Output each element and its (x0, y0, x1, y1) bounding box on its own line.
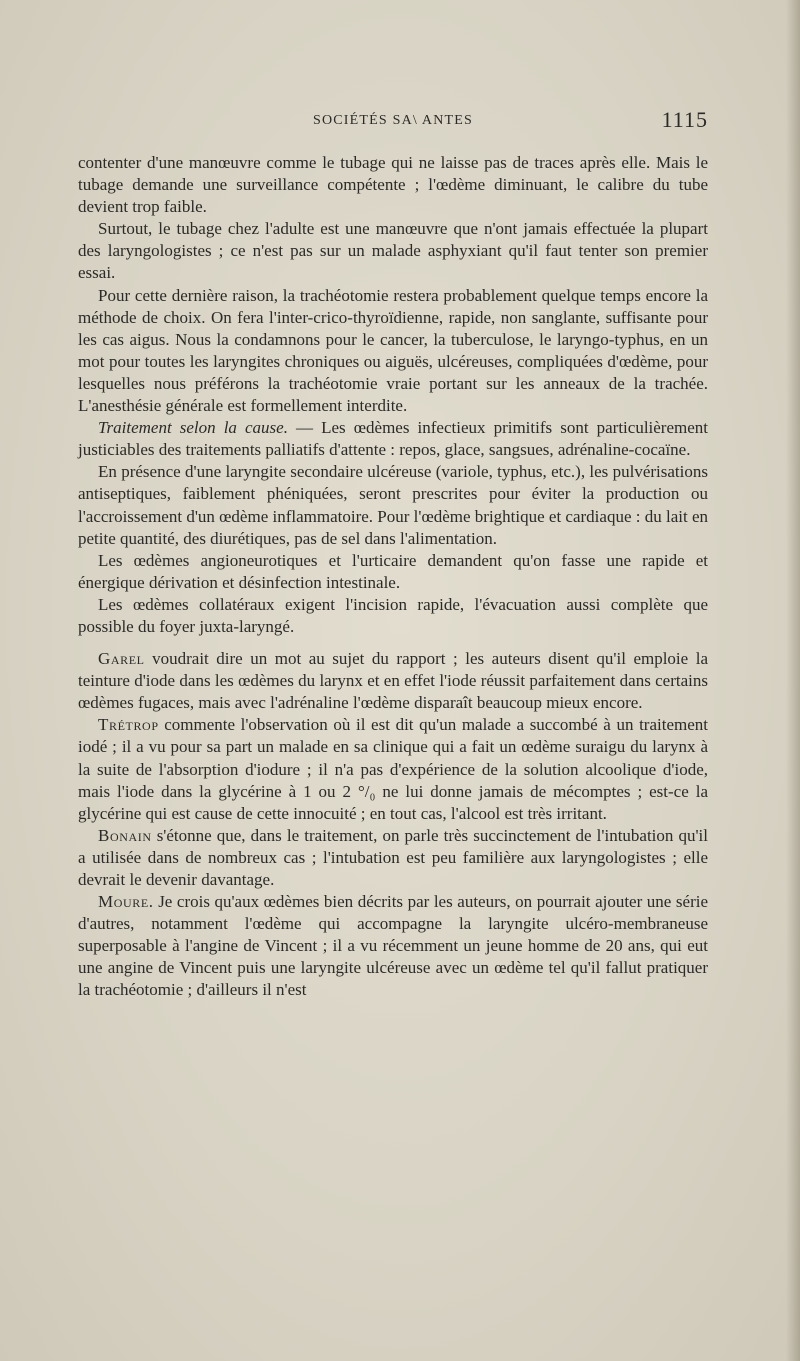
speaker-name: Garel (98, 649, 145, 669)
treatment-by-cause-text: — Les œdèmes infectieux primitifs sont particulièrement justiciables des traitements palliatifs d'attente : repos, glace, sangsues, adrénaline-cocaïne. (78, 418, 709, 460)
paragraph-treatment-by-cause (78, 417, 708, 461)
paragraph-tracheotomy: Pour cette dernière raison, la trachéotomie restera probablement quelque temps encore la méthode de choix. On fera l'inter-crico-thyroïdienne, rapide, non sanglante, suffisante pour les cas aigus. Nous la condamnons pour le cancer, la tuberculose, le laryngo-typhus, en un mot pour toutes les laryngites chroniques ou aiguës, ulcéreuses, compliquées d'œdème, pour lesquelles nous préférons la trachéotomie vraie portant sur les anneaux de la trachée. L'anesthésie générale est formellement interdite. (78, 285, 708, 416)
discussion-bonain (78, 825, 708, 891)
paragraph-collateral: Les œdèmes collatéraux exigent l'incision rapide, l'évacuation aussi complète que possible du foyer juxta-laryngé. (78, 594, 708, 636)
paragraph-tubage-adult: Surtout, le tubage chez l'adulte est une manœuvre que n'ont jamais effectuée la plupart des laryngologistes ; ce n'est pas sur un malade asphyxiant qu'il faut tenter son premier essai. (78, 219, 708, 283)
section-heading-traitement: Traitement selon la cause. (98, 418, 288, 438)
page-header (78, 107, 708, 137)
speaker-remarks: s'étonne que, dans le traitement, on parle très succinctement de l'intubation qu'il a utilisée dans de nombreux cas ; l'intubation est peu familière aux laryngologistes ; elle devrait le devenir davantage. (78, 825, 708, 889)
speaker-name: Trétrop (98, 715, 159, 735)
speaker-name: Moure. (98, 892, 154, 912)
speaker-remarks: voudrait dire un mot au sujet du rapport ; les auteurs disent qu'il emploie la teinture d'iode dans les œdèmes du larynx et en effet l'iode réussit parfaitement dans certains œdèmes fugaces, mais avec l'adrénaline l'œdème disparaît beaucoup mieux encore. (78, 649, 708, 713)
discussion-garel (78, 648, 708, 714)
discussion-tretrop (78, 714, 708, 824)
paragraph-continuation: contenter d'une manœuvre comme le tubage qui ne laisse pas de traces après elle. Mais le tubage demande une surveillance compétente ; l'œdème diminuant, le calibre du tube devient trop faible. (78, 153, 708, 217)
speaker-remarks: Je crois qu'aux œdèmes bien décrits par les auteurs, on pourrait ajouter une série d'autres, notamment l'œdème qui accompagne la laryngite ulcéro-membraneuse superposable à l'angine de Vincent ; il a vu récemment un jeune homme de 20 ans, qui eut une angine de Vincent puis une laryngite ulcéreuse avec un œdème tel qu'il fallut pratiquer la trachéotomie ; d'ailleurs il n'est (78, 892, 708, 1000)
page-number: 1115 (661, 107, 708, 132)
running-title: SOCIÉTÉS SA\ ANTES (312, 113, 474, 128)
discussion-moure (78, 891, 708, 1001)
speaker-name: Bonain (98, 825, 152, 845)
paragraph-secondary-laryngitis: En présence d'une laryngite secondaire ulcéreuse (variole, typhus, etc.), les pulvérisations antiseptiques, faiblement phéniquées, seront prescrites pour éviter la production ou l'accroissement d'un œdème inflammatoire. Pour l'œdème brightique et cardiaque : du lait en petite quantité, des diurétiques, pas de sel dans l'alimentation. (78, 462, 708, 548)
main-text (78, 152, 708, 1002)
paragraph-angioneurotic: Les œdèmes angioneurotiques et l'urticaire demandent qu'on fasse une rapide et énergique dérivation et désinfection intestinale. (78, 550, 708, 592)
speaker-remarks: commente l'observation où il est dit qu'un malade a succombé à un traitement iodé ; il a vu pour sa part un malade en sa clinique qui a fait un œdème suraigu du larynx à la suite de l'absorption d'iodure ; il n'a pas d'expérience de la solution alcoolique d'iode, mais l'iode dans la glycérine à 1 ou 2 °/₀ ne lui donne jamais de mécomptes ; est-ce la glycérine qui est cause de cette innocuité ; en tout cas, l'alcool est très irritant. (78, 715, 708, 823)
